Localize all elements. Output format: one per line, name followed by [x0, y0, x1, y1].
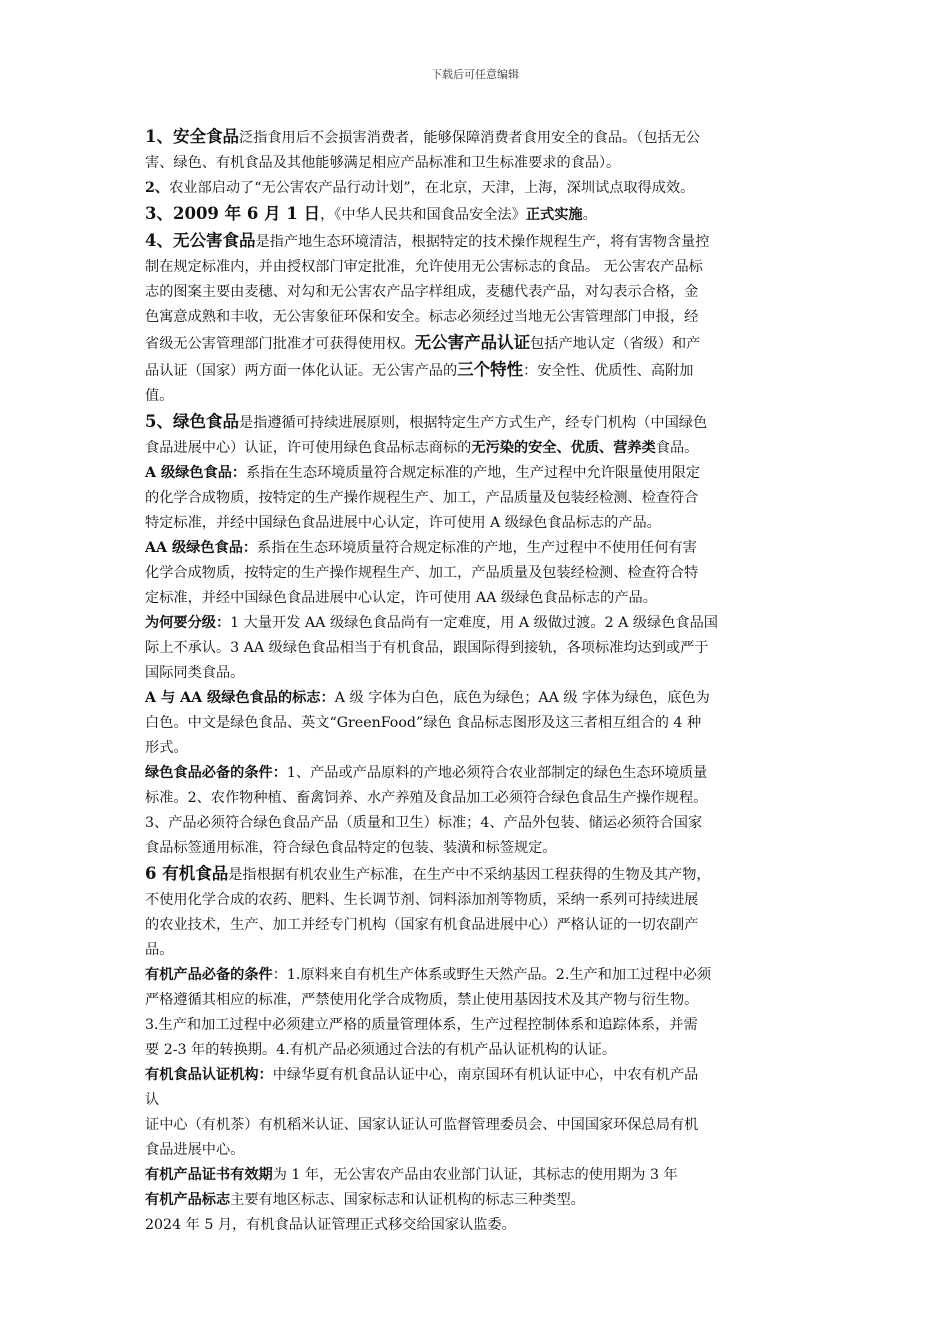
text-line [145, 661, 808, 686]
body-text: 标准。2、农作物种植、畜禽饲养、水产养殖及食品加工必须符合绿色食品生产操作规程。 [145, 790, 708, 806]
paragraph [145, 176, 808, 201]
body-text: 1 大量开发 AA 级绿色食品尚有一定难度，用 A 级做过渡。2 A 级绿色食品国 [230, 615, 718, 631]
body-text: 3、产品必须符合绿色食品产品（质量和卫生）标准；4、产品外包装、储运必须符合国家 [145, 815, 703, 831]
body-text: 要 2-3 年的转换期。4.有机产品必须通过合法的有机产品认证机构的认证。 [145, 1042, 617, 1058]
body-text: 志的图案主要由麦穗、对勾和无公害农产品字样组成，麦穗代表产品，对勾表示合格，金 [145, 284, 699, 300]
text-line [145, 384, 808, 409]
body-text: ：1.原料来自有机生产体系或野生天然产品。2.生产和加工过程中必须 [272, 967, 712, 983]
text-line [145, 1163, 808, 1188]
emphasis-text: 6 有机食品 [145, 864, 229, 883]
body-text: 制在规定标准内，并由授权部门审定批准，允许使用无公害标志的食品。 无公害农产品标 [145, 259, 703, 275]
body-text: 形式。 [145, 740, 188, 756]
text-line [145, 1088, 808, 1113]
text-line [145, 330, 808, 357]
paragraph [145, 201, 808, 228]
text-line [145, 611, 808, 636]
body-text: 值。 [145, 388, 174, 404]
document-body [145, 124, 808, 1238]
text-line [145, 913, 808, 938]
text-line [145, 711, 808, 736]
body-text: 严格遵循其相应的标准，严禁使用化学合成物质，禁止使用基因技术及其产物与衍生物。 [145, 992, 699, 1008]
paragraph [145, 761, 808, 861]
text-line [145, 176, 808, 201]
paragraph [145, 461, 808, 536]
body-text: 省级无公害管理部门批准才可获得使用权。 [145, 336, 415, 352]
text-line [145, 1013, 808, 1038]
text-line [145, 861, 808, 888]
body-text: 品认证（国家）两方面一体化认证。无公害产品的 [145, 363, 458, 379]
body-text: 国际同类食品。 [145, 665, 245, 681]
text-line [145, 1188, 808, 1213]
text-line [145, 1063, 808, 1088]
text-line [145, 988, 808, 1013]
body-text: 系指在生态环境质量符合规定标准的产地，生产过程中允许限量使用限定 [246, 465, 701, 481]
body-text: 的农业技术，生产、加工并经专门机构（国家有机食品进展中心）严格认证的一切农副产 [145, 917, 699, 933]
paragraph [145, 1163, 808, 1188]
text-line [145, 1213, 808, 1238]
text-line [145, 736, 808, 761]
emphasis-text: 三个特性 [457, 360, 524, 379]
emphasis-text: 3、2009 年 6 月 1 日 [145, 204, 321, 223]
body-text: 认 [145, 1092, 160, 1108]
body-text: 特定标准，并经中国绿色食品进展中心认定，许可使用 A 级绿色食品标志的产品。 [145, 515, 661, 531]
emphasis-text: 有机产品必备的条件 [145, 967, 273, 983]
text-line [145, 280, 808, 305]
emphasis-text: 1、安全食品 [145, 127, 239, 146]
paragraph [145, 1113, 808, 1163]
body-text: 3.生产和加工过程中必须建立严格的质量管理体系，生产过程控制体系和追踪体系，并需 [145, 1017, 698, 1033]
body-text: 定标准，并经中国绿色食品进展中心认定，许可使用 AA 级绿色食品标志的产品。 [145, 590, 657, 606]
emphasis-text: 有机食品认证机构： [145, 1067, 273, 1083]
body-text: ：安全性、优质性、高附加 [523, 363, 694, 379]
body-text: 是指根据有机农业生产标准，在生产中不采纳基因工程获得的生物及其产物， [228, 867, 711, 883]
body-text: 是指产地生态环境清洁，根据特定的技术操作规程生产，将有害物含量控 [255, 234, 710, 250]
text-line [145, 561, 808, 586]
text-line [145, 811, 808, 836]
body-text: 泛指食用后不会损害消费者，能够保障消费者食用安全的食品。（包括无公 [238, 130, 701, 146]
text-line [145, 409, 808, 436]
body-text: 1、产品或产品原料的产地必须符合农业部制定的绿色生态环境质量 [286, 765, 708, 781]
body-text: 系指在生态环境质量符合规定标准的产地，生产过程中不使用任何有害 [257, 540, 697, 556]
emphasis-text: 有机产品标志 [145, 1192, 231, 1208]
text-line [145, 461, 808, 486]
body-text: 的化学合成物质，按特定的生产操作规程生产、加工，产品质量及包装经检测、检查符合 [145, 490, 699, 506]
body-text: 白色。中文是绿色食品、英文“GreenFood”绿色 食品标志图形及这三者相互组合的 4 种 [145, 715, 702, 731]
body-text: ，《中华人民共和国食品安全法》 [320, 207, 526, 223]
emphasis-text: 5、绿色食品 [145, 412, 239, 431]
text-line [145, 1138, 808, 1163]
emphasis-text: 2、 [145, 180, 170, 196]
body-text: 食品进展中心。 [145, 1142, 245, 1158]
body-text: 食品。 [655, 440, 699, 456]
text-line [145, 836, 808, 861]
body-text: 色寓意成熟和丰收，无公害象征环保和安全。标志必须经过当地无公害管理部门申报，经 [145, 309, 699, 325]
text-line [145, 636, 808, 661]
body-text: 2024 年 5 月，有机食品认证管理正式移交给国家认监委。 [145, 1217, 516, 1233]
paragraph [145, 686, 808, 761]
emphasis-text: 无公害产品认证 [414, 333, 531, 352]
text-line [145, 888, 808, 913]
text-line [145, 357, 808, 384]
body-text: 不使用化学合成的农药、肥料、生长调节剂、饲料添加剂等物质，采纳一系列可持续进展 [145, 892, 699, 908]
text-line [145, 1113, 808, 1138]
text-line [145, 963, 808, 988]
body-text: 食品标签通用标准，符合绿色食品特定的包装、装潢和标签规定。 [145, 840, 557, 856]
emphasis-text: 为何要分级： [145, 615, 231, 631]
text-line [145, 486, 808, 511]
body-text: 是指遵循可持续进展原则，根据特定生产方式生产，经专门机构（中国绿色 [238, 415, 708, 431]
text-line [145, 1038, 808, 1063]
emphasis-text: A 与 AA 级绿色食品的标志： [145, 690, 335, 706]
emphasis-text: 无污染的安全、优质、营养类 [471, 440, 656, 456]
paragraph [145, 409, 808, 461]
body-text: 为 1 年，无公害农产品由农业部门认证，其标志的使用期为 3 年 [272, 1167, 678, 1183]
text-line [145, 151, 808, 176]
paragraph [145, 1063, 808, 1113]
text-line [145, 201, 808, 228]
paragraph [145, 963, 808, 1063]
text-line [145, 124, 808, 151]
text-line [145, 536, 808, 561]
paragraph [145, 861, 808, 963]
emphasis-text: A 级绿色食品： [145, 465, 247, 481]
body-text: 中绿华夏有机食品认证中心，南京国环有机认证中心，中农有机产品 [272, 1067, 699, 1083]
body-text: 害、绿色、有机食品及其他能够满足相应产品标准和卫生标准要求的食品）。 [145, 155, 621, 171]
emphasis-text: AA 级绿色食品： [145, 540, 258, 556]
text-line [145, 436, 808, 461]
text-line [145, 686, 808, 711]
paragraph [145, 1213, 808, 1238]
body-text: 证中心（有机茶）有机稻米认证、国家认证认可监督管理委员会、中国国家环保总局有机 [145, 1117, 699, 1133]
page-header: 下载后可任意编辑 [431, 68, 519, 81]
emphasis-text: 有机产品证书有效期 [145, 1167, 273, 1183]
body-text: 主要有地区标志、国家标志和认证机构的标志三种类型。 [230, 1192, 585, 1208]
text-line [145, 228, 808, 255]
emphasis-text: 绿色食品必备的条件： [145, 765, 287, 781]
text-line [145, 305, 808, 330]
text-line [145, 511, 808, 536]
paragraph [145, 611, 808, 686]
text-line [145, 786, 808, 811]
body-text: 食品进展中心）认证，许可使用绿色食品标志商标的 [145, 440, 472, 456]
paragraph [145, 124, 808, 176]
text-line [145, 586, 808, 611]
text-line [145, 761, 808, 786]
emphasis-text: 4、无公害食品 [145, 231, 256, 250]
emphasis-text: 正式实施 [525, 207, 583, 223]
text-line [145, 938, 808, 963]
paragraph [145, 536, 808, 611]
body-text: 际上不承认。3 AA 级绿色食品相当于有机食品，跟国际得到接轨，各项标准均达到或严于 [145, 640, 709, 656]
paragraph [145, 1188, 808, 1213]
body-text: 农业部启动了“无公害农产品行动计划”，在北京，天津，上海，深圳试点取得成效。 [169, 180, 695, 196]
body-text: 。 [582, 207, 597, 223]
paragraph [145, 228, 808, 409]
body-text: 化学合成物质，按特定的生产操作规程生产、加工，产品质量及包装经检测、检查符合特 [145, 565, 699, 581]
text-line [145, 255, 808, 280]
body-text: A 级 字体为白色，底色为绿色；AA 级 字体为绿色，底色为 [334, 690, 710, 706]
body-text: 包括产地认定（省级）和产 [530, 336, 701, 352]
body-text: 品。 [145, 942, 174, 958]
